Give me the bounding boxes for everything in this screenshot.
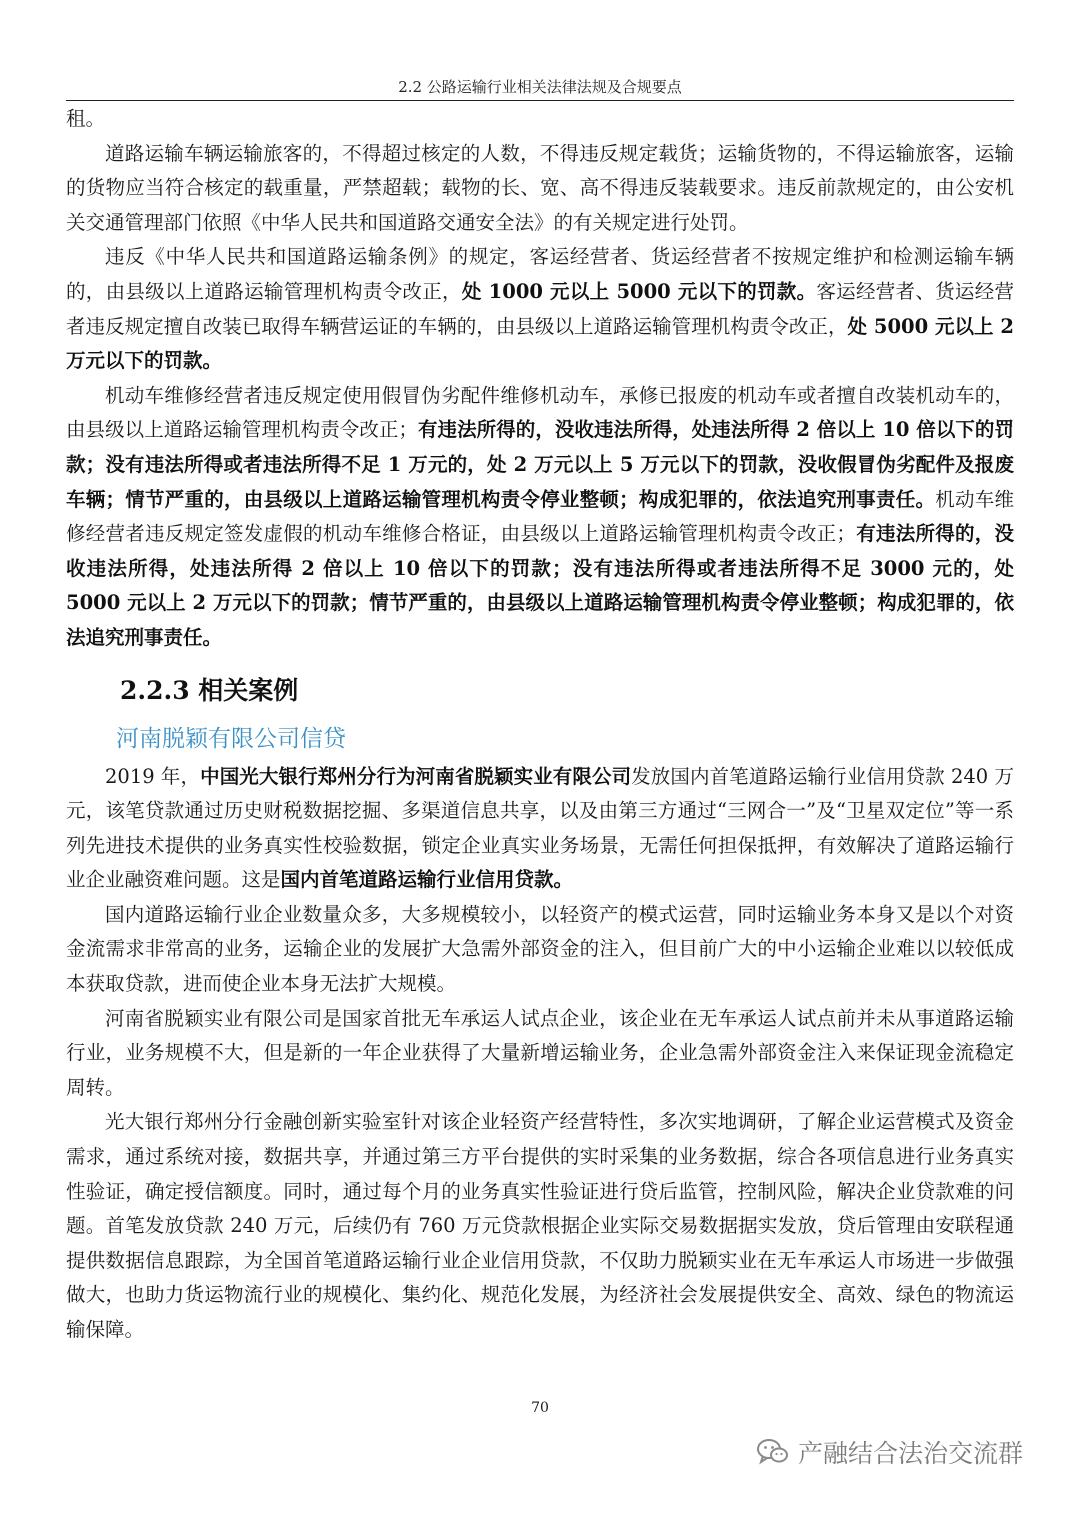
text-run: 租。 xyxy=(66,107,106,130)
paragraph xyxy=(66,760,1014,898)
paragraph xyxy=(66,898,1014,1002)
text-run: 道路运输车辆运输旅客的，不得超过核定的人数，不得违反规定载货；运输货物的，不得运输旅客，运输的货物应当符合核定的载重量，严禁超载；载物的长、宽、高不得违反装载要求。违反前款规定的，由公安机关交通管理部门依照《中华人民共和国道路交通安全法》的有关规定进行处罚。 xyxy=(66,141,1014,234)
bold-text: 国内首笔道路运输行业信用贷款。 xyxy=(280,868,574,892)
bold-text: 有违法所得的，没收违法所得，处违法所得 2 倍以上 10 倍以下的罚款；没有违法所得或者违法所得不足 3000 元的，处 5000 元以上 2 万元以下的罚款；情节严重的，由县级以上道路运输管理机构责令停业整顿；构成犯罪的，依法追究刑事责任。 xyxy=(66,522,1014,649)
paragraph xyxy=(66,102,1014,137)
bold-text: 处 1000 元以上 5000 元以下的罚款。 xyxy=(461,279,817,303)
paragraph xyxy=(66,1105,1014,1347)
text-run: 机动车维修经营者违反规定签发虚假的机动车维修合格证，由县级以上道路运输管理机构责令改正； xyxy=(66,487,1014,546)
bold-text: 处 5000 元以上 2 万元以下的罚款。 xyxy=(66,314,1014,373)
text-run: 违反《中华人民共和国道路运输条例》的规定，客运经营者、货运经营者不按规定维护和检测运输车辆的，由县级以上道路运输管理机构责令改正， xyxy=(66,245,1014,303)
text-run: 光大银行郑州分行金融创新实验室针对该企业轻资产经营特性，多次实地调研，了解企业运营模式及资金需求，通过系统对接，数据共享，并通过第三方平台提供的实时采集的业务数据，综合各项信息进行业务真实性验证，确定授信额度。同时，通过每个月的业务真实性验证进行贷后监管，控制风险，解决企业贷款难的问题。首笔发放贷款 240 万元，后续仍有 760 万元贷款根据企业实际交易数据据实发放，贷后管理由安联程通提供数据信息跟踪，为全国首笔道路运输行业企业信用贷款，不仅助力脱颖实业在无车承运人市场进一步做强做大，也助力货运物流行业的规模化、集约化、规范化发展，为经济社会发展提供安全、高效、绿色的物流运输保障。 xyxy=(66,1110,1014,1341)
running-header: 2.2 公路运输行业相关法律法规及合规要点 xyxy=(398,78,682,96)
text-run: 2019 年， xyxy=(105,764,201,788)
paragraph xyxy=(66,379,1014,656)
text-run: 河南省脱颖实业有限公司是国家首批无车承运人试点企业，该企业在无车承运人试点前并未从事道路运输行业，业务规模不大，但是新的一年企业获得了大量新增运输业务，企业急需外部资金注入来保证现金流稳定周转。 xyxy=(66,1006,1014,1099)
bold-text: 有违法所得的，没收违法所得，处违法所得 2 倍以上 10 倍以下的罚款；没有违法所得或者违法所得不足 1 万元的，处 2 万元以上 5 万元以下的罚款，没收假冒伪劣配件及报废车辆；情节严重的，由县级以上道路运输管理机构责令停业整顿；构成犯罪的，依法追究刑事责任。 xyxy=(66,418,1014,511)
document-body xyxy=(66,102,1014,1348)
paragraph xyxy=(66,1002,1014,1106)
section-heading: 2.2.3 相关案例 xyxy=(120,675,299,705)
text-run: 发放国内首笔道路运输行业信用贷款 240 万元，该笔贷款通过历史财税数据挖掘、多渠道信息共享，以及由第三方通过“三网合一”及“卫星双定位”等一系列先进技术提供的业务真实性校验数据，锁定企业真实业务场景，无需任何担保抵押，有效解决了道路运输行业企业融资难问题。这是 xyxy=(66,764,1014,892)
text-run: 国内道路运输行业企业数量众多，大多规模较小，以轻资产的模式运营，同时运输业务本身又是以个对资金流需求非常高的业务，运输企业的发展扩大急需外部资金的注入，但目前广大的中小运输企业难以以较低成本获取贷款，进而使企业本身无法扩大规模。 xyxy=(66,902,1014,996)
watermark-text: 产融结合法治交流群 xyxy=(798,1439,1024,1468)
paragraph xyxy=(66,240,1014,378)
case-heading: 河南脱颖有限公司信贷 xyxy=(116,725,346,752)
header-rule xyxy=(66,100,1014,101)
watermark xyxy=(756,1432,1023,1472)
text-run: 客运经营者、货运经营者违反规定擅自改装已取得车辆营运证的车辆的，由县级以上道路运输管理机构责令改正， xyxy=(66,279,1014,338)
bold-text: 中国光大银行郑州分行为河南省脱颖实业有限公司 xyxy=(200,764,632,788)
page-number: 70 xyxy=(531,1400,549,1416)
paragraph xyxy=(66,137,1014,241)
wechat-icon xyxy=(756,1437,790,1467)
text-run: 机动车维修经营者违反规定使用假冒伪劣配件维修机动车，承修已报废的机动车或者擅自改装机动车的，由县级以上道路运输管理机构责令改正； xyxy=(66,383,1014,442)
